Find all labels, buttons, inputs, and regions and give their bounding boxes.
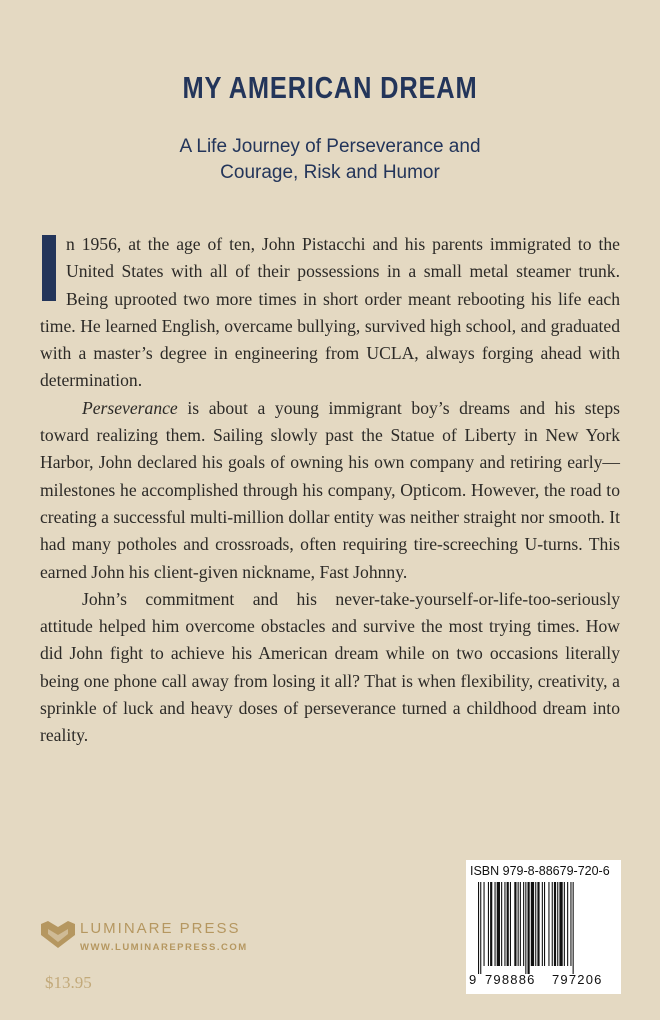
barcode-bar bbox=[564, 882, 565, 966]
barcode-bar bbox=[573, 882, 574, 974]
blurb-paragraph-3 bbox=[40, 586, 620, 750]
barcode-bar bbox=[510, 882, 511, 966]
barcode-bar bbox=[567, 882, 568, 966]
book-name-italic: Perseverance bbox=[82, 397, 178, 418]
barcode-bar bbox=[520, 882, 521, 966]
barcode-digit-prefix: 9 bbox=[469, 972, 477, 987]
blurb-paragraph-2-text: is about a young immigrant boy’s dreams and his steps toward realizing them. Sailing slowly past the Statue of Liberty in New York Harbor, John declared his goals of owning his own company and retiring early—milestones he accomplished through his company, Opticom. However, the road to creating a successful multi-million dollar entity was neither straight nor smooth. It had many potholes and crossroads, often requiring tire-screeching U-turns. This earned John his client-given nickname, Fast Johnny. bbox=[40, 397, 620, 582]
barcode-bar bbox=[525, 882, 526, 974]
drop-cap bbox=[42, 235, 56, 301]
barcode-bar bbox=[478, 882, 479, 974]
barcode-bar bbox=[504, 882, 505, 966]
publisher-url: WWW.LUMINAREPRESS.COM bbox=[80, 942, 248, 953]
barcode-bar bbox=[537, 882, 539, 966]
barcode-digits-left: 798886 bbox=[485, 972, 536, 987]
barcode-bar bbox=[542, 882, 543, 966]
barcode-bar bbox=[552, 882, 553, 966]
book-subtitle bbox=[0, 134, 660, 186]
blurb-paragraph-3-text: John’s commitment and his never-take-yourself-or-life-too-seriously attitude helped him overcome obstacles and survive the most trying times. How did John fight to achieve his American dream while on two occasions literally being one phone call away from losing it all? That is when flexibility, creativity, a sprinkle of luck and heavy doses of perseverance turned a childhood dream into reality. bbox=[40, 588, 620, 746]
barcode-bar bbox=[554, 882, 556, 966]
barcode-bar bbox=[484, 882, 485, 966]
barcode-bar bbox=[557, 882, 558, 966]
subtitle-line-2: Courage, Risk and Humor bbox=[220, 162, 440, 183]
barcode-bar bbox=[528, 882, 530, 974]
isbn-number: ISBN 979-8-88679-720-6 bbox=[470, 864, 610, 878]
barcode-bar bbox=[495, 882, 496, 966]
blurb-paragraph-2 bbox=[40, 395, 620, 586]
barcode-digits-right: 797206 bbox=[552, 972, 603, 987]
blurb-paragraph-1-text: n 1956, at the age of ten, John Pistacchi and his parents immigrated to the United States with all of their possessions in a small metal steamer trunk. Being uprooted two more times in short order meant rebooting his life each time. He learned English, overcame bullying, survived high school, and graduated with a master’s degree in engineering from UCLA, always forging ahead with determination. bbox=[40, 234, 620, 391]
barcode-bar bbox=[548, 882, 549, 966]
barcode-bar bbox=[514, 882, 516, 966]
barcode-bar bbox=[531, 882, 534, 966]
chevron-shield-icon bbox=[40, 915, 76, 951]
barcode-bar bbox=[497, 882, 500, 966]
barcode-bar bbox=[559, 882, 562, 966]
price: $13.95 bbox=[45, 973, 92, 992]
book-title: MY AMERICAN DREAM bbox=[182, 70, 478, 105]
publisher-name: LUMINARE PRESS bbox=[80, 920, 241, 937]
subtitle-line-1: A Life Journey of Perseverance and bbox=[179, 136, 481, 157]
barcode-label bbox=[466, 860, 621, 994]
barcode-bar bbox=[488, 882, 489, 966]
barcode-bar bbox=[518, 882, 519, 966]
barcode-bar bbox=[480, 882, 481, 974]
barcode-bar bbox=[570, 882, 571, 966]
back-cover-blurb bbox=[40, 231, 620, 750]
barcode-bar bbox=[501, 882, 502, 966]
barcode-bar bbox=[544, 882, 545, 966]
barcode-bar bbox=[535, 882, 536, 966]
barcode-bar bbox=[507, 882, 509, 966]
barcode-bars bbox=[478, 882, 610, 974]
barcode-bar bbox=[523, 882, 524, 966]
barcode-bar bbox=[490, 882, 492, 966]
blurb-paragraph-1 bbox=[40, 231, 620, 395]
